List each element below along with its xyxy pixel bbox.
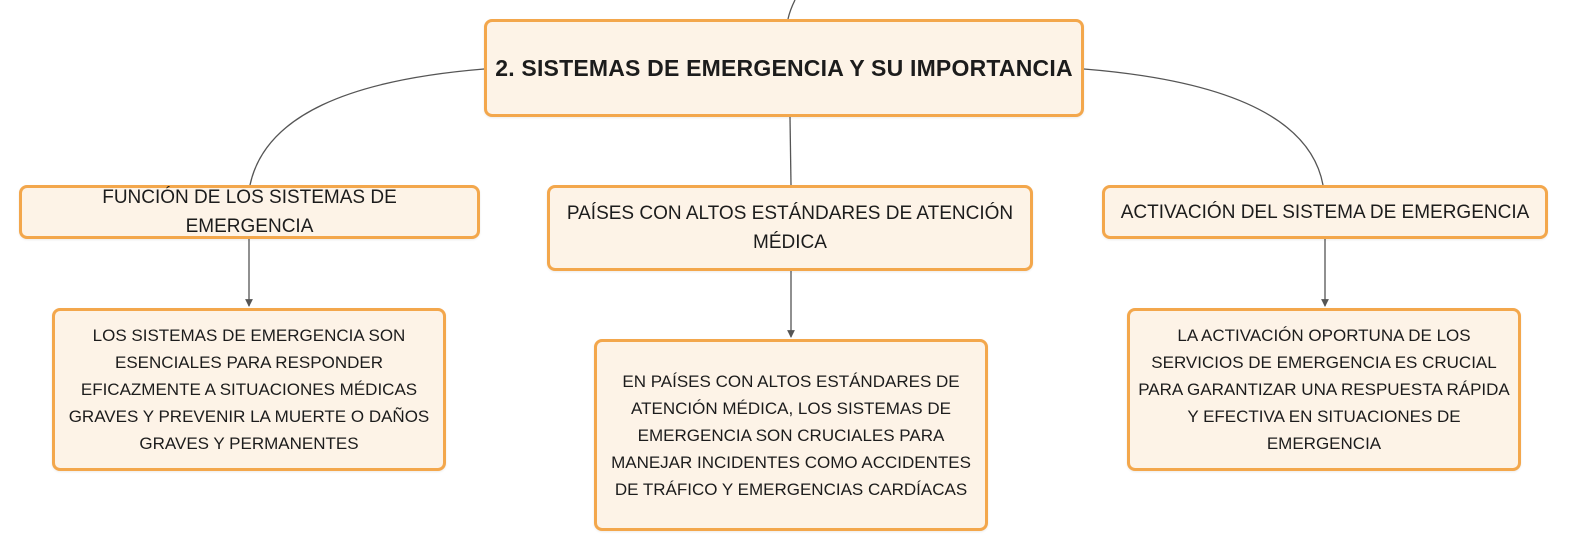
subtopic-label: FUNCIÓN DE LOS SISTEMAS DE EMERGENCIA: [102, 187, 397, 237]
connector-root-to-paises: [790, 117, 791, 185]
subtopic-label: PAÍSES CON ALTOS ESTÁNDARES DE ATENCIÓN MÉDICA: [566, 203, 1014, 253]
connector-root-to-activacion: [1084, 69, 1323, 185]
detail-text: LOS SISTEMAS DE EMERGENCIA SON ESENCIALES PARA RESPONDER EFICAZMENTE A SITUACIONES MÉDICAS GRAVES Y PREVENIR LA MUERTE O DAÑOS GRAVES Y PERMANENTES: [68, 326, 430, 453]
detail-node-funcion[interactable]: [52, 308, 446, 471]
detail-node-paises[interactable]: [594, 339, 988, 531]
connector-root-to-funcion: [250, 69, 484, 185]
detail-node-activacion[interactable]: [1127, 308, 1521, 471]
subtopic-label: ACTIVACIÓN DEL SISTEMA DE EMERGENCIA: [1120, 201, 1530, 223]
detail-text: EN PAÍSES CON ALTOS ESTÁNDARES DE ATENCIÓN MÉDICA, LOS SISTEMAS DE EMERGENCIA SON CRUCIALES PARA MANEJAR INCIDENTES COMO ACCIDENTES DE TRÁFICO Y EMERGENCIAS CARDÍACAS: [611, 371, 971, 499]
subtopic-node-activacion[interactable]: [1102, 185, 1548, 239]
subtopic-node-funcion[interactable]: [19, 185, 480, 239]
root-topic-label: 2. SISTEMAS DE EMERGENCIA Y SU IMPORTANCIA: [495, 54, 1073, 81]
connector-parent-to-root: [788, 0, 795, 19]
subtopic-node-paises[interactable]: [547, 185, 1033, 271]
detail-text: LA ACTIVACIÓN OPORTUNA DE LOS SERVICIOS DE EMERGENCIA ES CRUCIAL PARA GARANTIZAR UNA RESPUESTA RÁPIDA Y EFECTIVA EN SITUACIONES DE EMERGENCIA: [1138, 326, 1510, 453]
root-topic-node[interactable]: [484, 19, 1084, 117]
